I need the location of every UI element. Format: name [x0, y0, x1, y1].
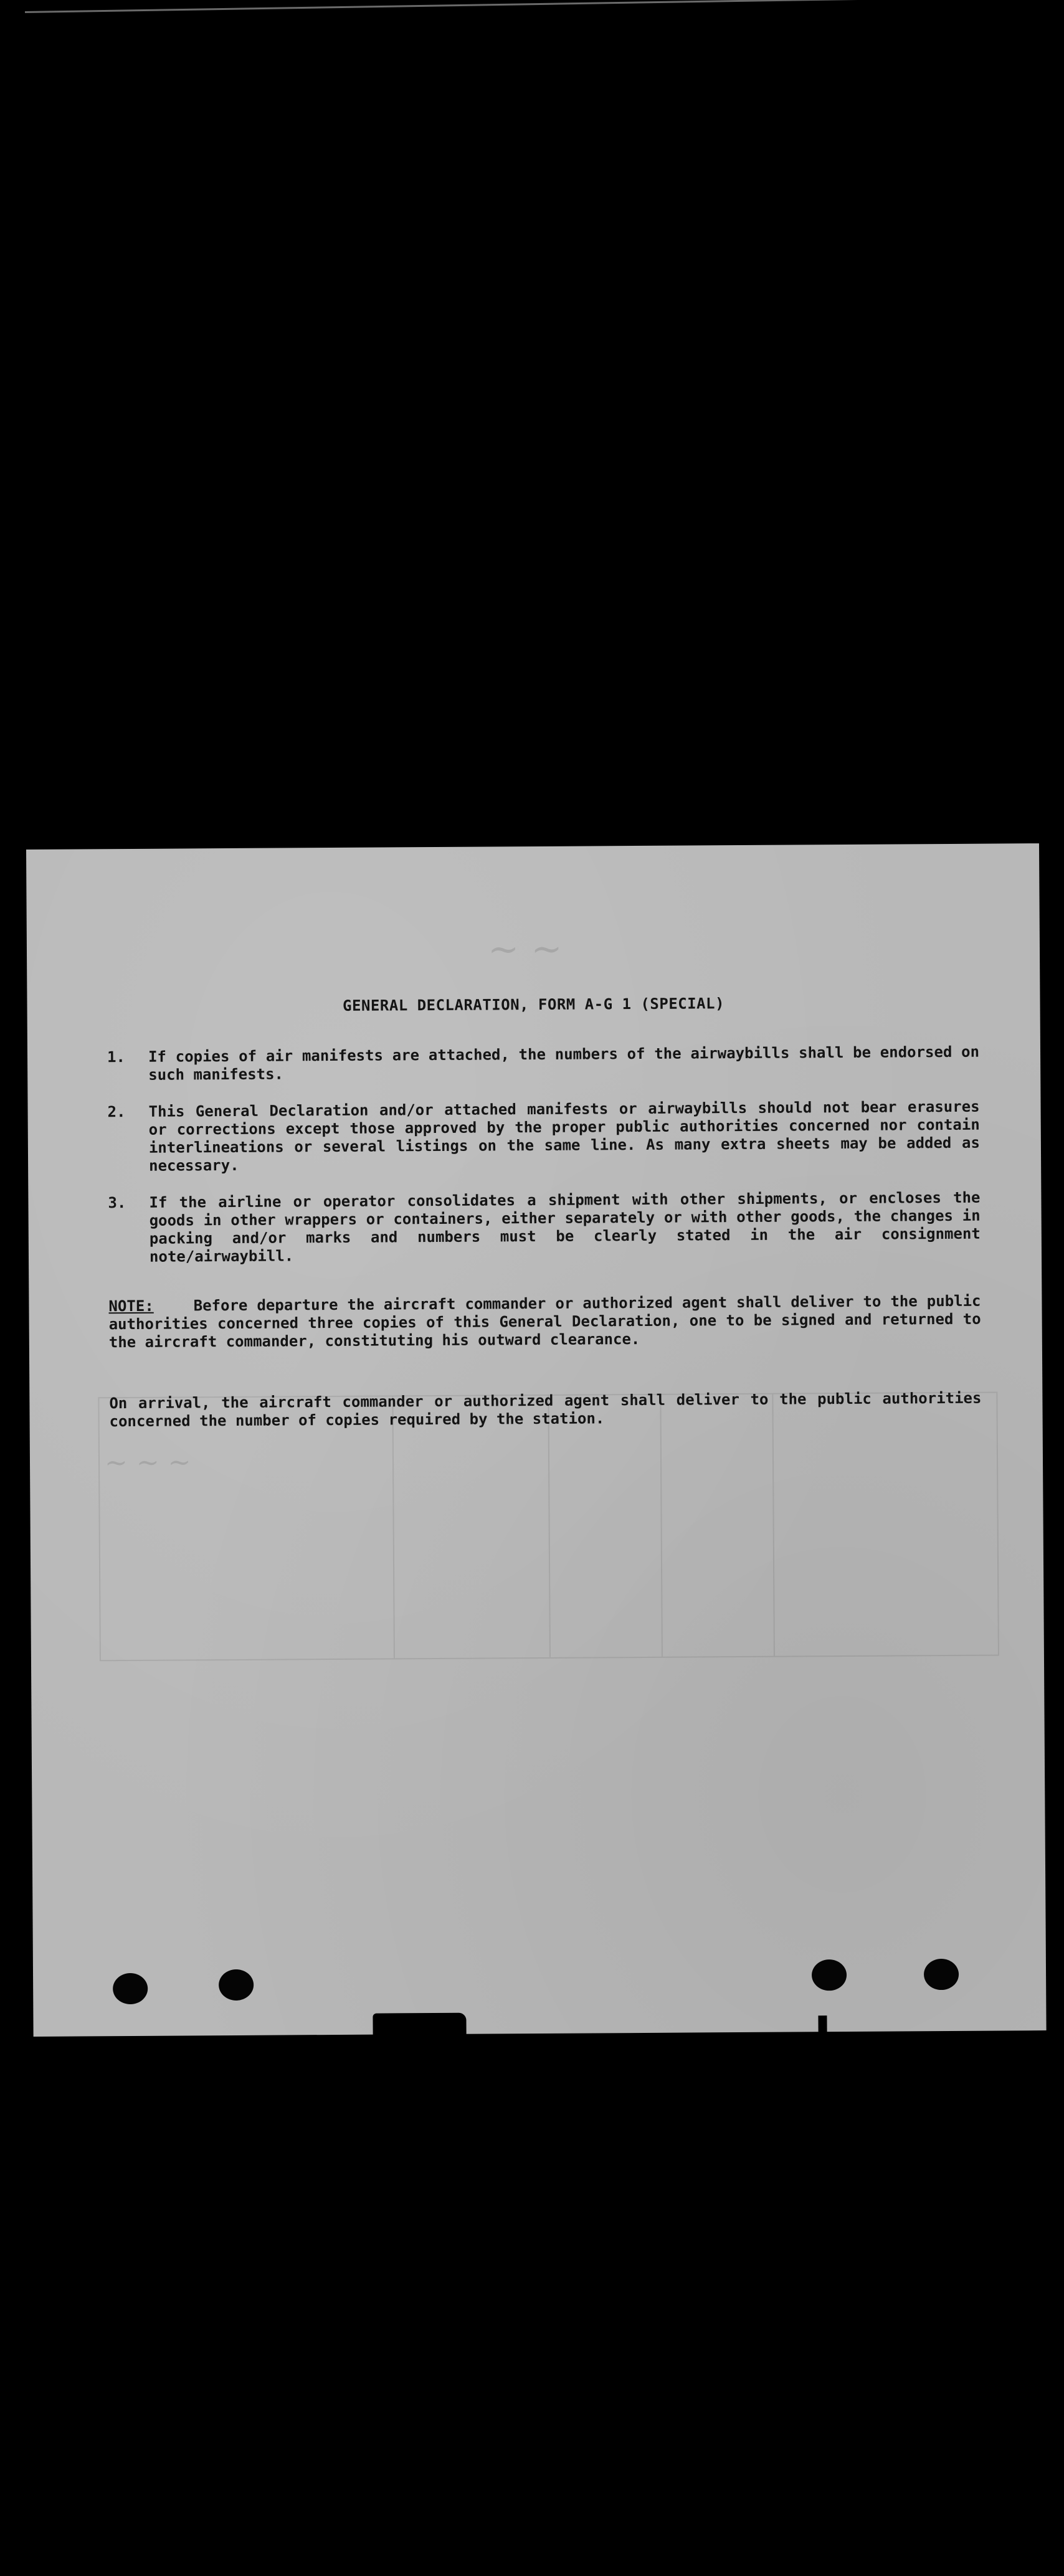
list-item	[107, 1098, 980, 1176]
bleed-through-handwriting: ~ ~	[487, 927, 563, 972]
item-number: 1.	[107, 1048, 126, 1066]
instruction-list	[107, 1043, 981, 1286]
item-number: 3.	[108, 1194, 126, 1212]
scan-edge-line	[25, 0, 959, 13]
punch-hole	[113, 1973, 148, 2004]
document-page	[26, 843, 1047, 2037]
punch-hole	[924, 1959, 959, 1990]
punch-hole	[812, 1959, 847, 1991]
note-label: NOTE:	[108, 1297, 154, 1315]
scan-top-edge	[0, 0, 1064, 37]
list-item	[108, 1189, 981, 1267]
bleed-through-form-grid	[98, 1391, 999, 1661]
arrival-paragraph: On arrival, the aircraft commander or authorized agent shall deliver to the public authorities concerned the number of copies required by the station.	[109, 1389, 982, 1431]
note-text: Before departure the aircraft commander or authorized agent shall deliver to the public authorities concerned three copies of this General Declaration, one to be signed and returned to the aircraft commander, constituting his outward clearance.	[108, 1292, 981, 1352]
paper-tear	[818, 2015, 827, 2034]
item-text: This General Declaration and/or attached manifests or airwaybills should not bear erasures or corrections except those approved by the proper public authorities concerned nor contain interlineations or several listings on the same line. As many extra sheets may be added as necessary.	[148, 1097, 980, 1175]
punch-hole	[219, 1969, 254, 2001]
bleed-through-handwriting: ~ ~ ~	[104, 1446, 191, 1479]
item-text: If copies of air manifests are attached, the numbers of the airwaybills shall be endorsed on such manifests.	[148, 1043, 980, 1084]
paper-tear	[373, 2013, 466, 2039]
list-item	[107, 1043, 979, 1085]
item-text: If the airline or operator consolidates a shipment with other shipments, or encloses the goods in other wrappers or containers, either separately or with other goods, the changes in packing and/or marks and numbers must be clearly stated in the air consignment note/airwaybill.	[149, 1188, 981, 1266]
document-title: GENERAL DECLARATION, FORM A-G 1 (SPECIAL)	[342, 995, 725, 1015]
note-paragraph	[108, 1292, 981, 1352]
item-number: 2.	[107, 1103, 126, 1121]
